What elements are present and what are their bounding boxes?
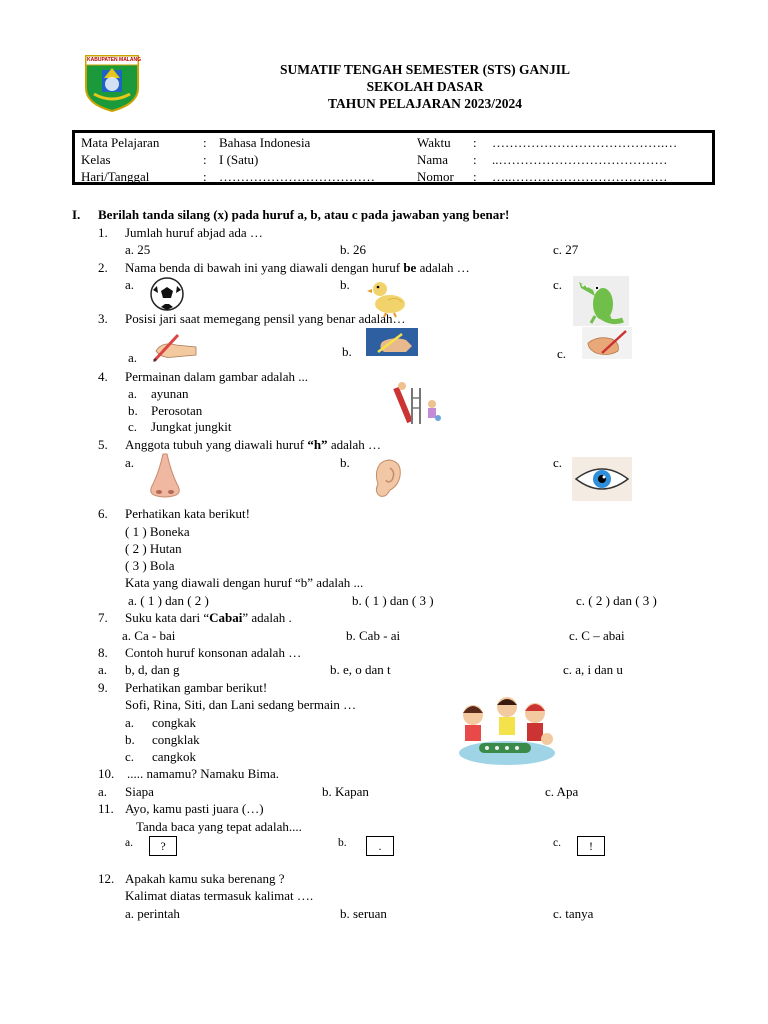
- mapel-label: Mata Pelajaran: [81, 135, 160, 150]
- info-box: [72, 130, 715, 185]
- q4-option-b[interactable]: Perosotan: [151, 403, 203, 418]
- q6-option-b[interactable]: b. ( 1 ) dan ( 3 ): [352, 593, 434, 608]
- q5-option-a[interactable]: a.: [125, 455, 135, 470]
- q2-option-c[interactable]: c.: [553, 277, 563, 292]
- q9-text-2: Sofi, Rina, Siti, dan Lani sedang bermain …: [125, 697, 357, 712]
- academic-year: TAHUN PELAJARAN 2023/2024: [327, 96, 522, 111]
- q5-text: [125, 437, 381, 453]
- q9-option-b-letter: b.: [125, 732, 135, 747]
- q4-option-c[interactable]: Jungkat jungkit: [151, 419, 232, 434]
- q1-option-a[interactable]: a. 25: [125, 242, 151, 257]
- q9-option-c[interactable]: cangkok: [152, 749, 197, 764]
- q6-option-c[interactable]: c. ( 2 ) dan ( 3 ): [576, 593, 657, 608]
- nose-icon: [145, 452, 185, 504]
- q7-option-b[interactable]: b. Cab - ai: [346, 628, 401, 643]
- q10-option-c[interactable]: c. Apa: [545, 784, 579, 799]
- q4-option-a[interactable]: ayunan: [151, 386, 189, 401]
- nomor-value: …..………………………………: [492, 169, 668, 184]
- q9-option-a[interactable]: congkak: [152, 715, 197, 730]
- q9-option-c-letter: c.: [125, 749, 135, 764]
- q12-text: Apakah kamu suka berenang ?: [125, 871, 285, 886]
- q11-text-2: Tanda baca yang tepat adalah....: [136, 819, 302, 834]
- q9-number: 9.: [98, 680, 108, 695]
- q11-option-b[interactable]: b.: [338, 837, 347, 849]
- waktu-label: Waktu: [417, 135, 451, 150]
- q7-option-c[interactable]: c. C – abai: [569, 628, 625, 643]
- q1-number: 1.: [98, 225, 108, 240]
- kelas-label: Kelas: [81, 152, 111, 167]
- eye-icon: [572, 457, 632, 505]
- q5-option-c[interactable]: c.: [553, 455, 563, 470]
- q8-number: 8.: [98, 645, 108, 660]
- q9-option-b[interactable]: congklak: [152, 732, 200, 747]
- mapel-value: Bahasa Indonesia: [219, 135, 311, 150]
- q5-text-pre: Anggota tubuh yang diawali huruf: [125, 437, 308, 452]
- q2-text-post: adalah …: [416, 260, 470, 275]
- q8-text: Contoh huruf konsonan adalah …: [125, 645, 302, 660]
- hand-pencil-c-icon: [582, 327, 632, 363]
- q11-box-period: .: [366, 836, 394, 856]
- children-playing-congklak-icon: [455, 693, 559, 773]
- q10-option-a-letter: a.: [98, 784, 108, 799]
- q1-option-b[interactable]: b. 26: [340, 242, 366, 257]
- q6-word-3: ( 3 ) Bola: [125, 558, 175, 573]
- q5-option-b[interactable]: b.: [340, 455, 350, 470]
- q1-text: Jumlah huruf abjad ada …: [125, 225, 263, 240]
- q6-option-a[interactable]: a. ( 1 ) dan ( 2 ): [128, 593, 209, 608]
- section-number: I.: [72, 207, 81, 222]
- q10-option-b[interactable]: b. Kapan: [322, 784, 369, 799]
- ear-icon: [370, 458, 404, 504]
- q8-option-a[interactable]: b, d, dan g: [125, 662, 180, 677]
- waktu-value: ………………………………….…: [492, 135, 678, 150]
- nomor-sep: :: [473, 169, 477, 184]
- q9-option-a-letter: a.: [125, 715, 135, 730]
- q12-text-2: Kalimat diatas termasuk kalimat ….: [125, 888, 314, 903]
- q7-text-bold: Cabai: [209, 610, 243, 625]
- q8-option-b[interactable]: b. e, o dan t: [330, 662, 391, 677]
- q5-text-post: adalah …: [327, 437, 381, 452]
- q6-text: Perhatikan kata berikut!: [125, 506, 250, 521]
- q7-text-pre: Suku kata dari “: [125, 610, 210, 625]
- mapel-sep: :: [203, 135, 207, 150]
- slide-playground-icon: [388, 378, 444, 430]
- q7-option-a[interactable]: a. Ca - bai: [122, 628, 176, 643]
- q11-number: 11.: [98, 801, 114, 816]
- hari-label: Hari/Tanggal: [81, 169, 150, 184]
- q3-number: 3.: [98, 311, 108, 326]
- nama-label: Nama: [417, 152, 449, 167]
- q11-text: Ayo, kamu pasti juara (…): [125, 801, 264, 816]
- q8-option-a-letter: a.: [98, 662, 108, 677]
- q3-text: Posisi jari saat memegang pensil yang benar adalah…: [125, 311, 406, 326]
- q10-option-a[interactable]: Siapa: [125, 784, 154, 799]
- q2-option-a[interactable]: a.: [125, 277, 135, 292]
- logo-text: KABUPATEN MALANG: [87, 57, 141, 63]
- q11-option-a[interactable]: a.: [125, 837, 133, 849]
- crocodile-icon: [573, 276, 629, 330]
- q4-number: 4.: [98, 369, 108, 384]
- nama-sep: :: [473, 152, 477, 167]
- q6-word-2: ( 2 ) Hutan: [125, 541, 182, 556]
- q4-text: Permainan dalam gambar adalah ...: [125, 369, 309, 384]
- q6-word-1: ( 1 ) Boneka: [125, 524, 190, 539]
- q3-option-a[interactable]: a.: [128, 350, 138, 365]
- q4-option-c-letter: c.: [128, 419, 138, 434]
- q10-number: 10.: [98, 766, 115, 781]
- hand-pencil-a-icon: [152, 333, 200, 367]
- q2-number: 2.: [98, 260, 108, 275]
- q7-number: 7.: [98, 610, 108, 625]
- exam-title: SUMATIF TENGAH SEMESTER (STS) GANJIL: [279, 62, 571, 77]
- q10-text: ..... namamu? Namaku Bima.: [127, 766, 279, 781]
- q3-option-c[interactable]: c.: [557, 346, 567, 361]
- q2-text-pre: Nama benda di bawah ini yang diawali dengan huruf: [125, 260, 404, 275]
- q4-option-a-letter: a.: [128, 386, 138, 401]
- kelas-sep: :: [203, 152, 207, 167]
- q9-text: Perhatikan gambar berikut!: [125, 680, 268, 695]
- q7-text: [125, 610, 292, 626]
- q12-option-a[interactable]: a. perintah: [125, 906, 180, 921]
- waktu-sep: :: [473, 135, 477, 150]
- nama-value: ..…………………………………: [492, 152, 668, 167]
- q6-number: 6.: [98, 506, 108, 521]
- section-instruction: Berilah tanda silang (x) pada huruf a, b, atau c pada jawaban yang benar!: [98, 207, 510, 222]
- q11-box-question-mark: ?: [149, 836, 177, 856]
- nomor-label: Nomor: [417, 169, 454, 184]
- school-level: SEKOLAH DASAR: [366, 79, 484, 94]
- q12-option-c[interactable]: c. tanya: [553, 906, 594, 921]
- q5-text-bold: “h”: [307, 437, 328, 452]
- q11-option-c[interactable]: c.: [553, 837, 561, 849]
- q12-option-b[interactable]: b. seruan: [340, 906, 387, 921]
- q3-option-b[interactable]: b.: [342, 344, 352, 359]
- q2-option-b[interactable]: b.: [340, 277, 350, 292]
- soccer-ball-icon: [148, 276, 186, 316]
- q6-question: Kata yang diawali dengan huruf “b” adalah ...: [125, 575, 364, 590]
- school-logo: [84, 54, 140, 112]
- q1-option-c[interactable]: c. 27: [553, 242, 579, 257]
- kelas-value: I (Satu): [219, 152, 259, 167]
- q11-box-exclamation: !: [577, 836, 605, 856]
- hand-pencil-b-icon: [366, 328, 418, 360]
- q5-number: 5.: [98, 437, 108, 452]
- q2-text: [125, 260, 470, 276]
- q2-text-bold: be: [403, 260, 417, 275]
- q4-option-b-letter: b.: [128, 403, 138, 418]
- q8-option-c[interactable]: c. a, i dan u: [563, 662, 623, 677]
- q7-text-post: ” adalah .: [242, 610, 292, 625]
- hari-sep: :: [203, 169, 207, 184]
- q12-number: 12.: [98, 871, 115, 886]
- hari-value: ………………………………: [219, 169, 375, 184]
